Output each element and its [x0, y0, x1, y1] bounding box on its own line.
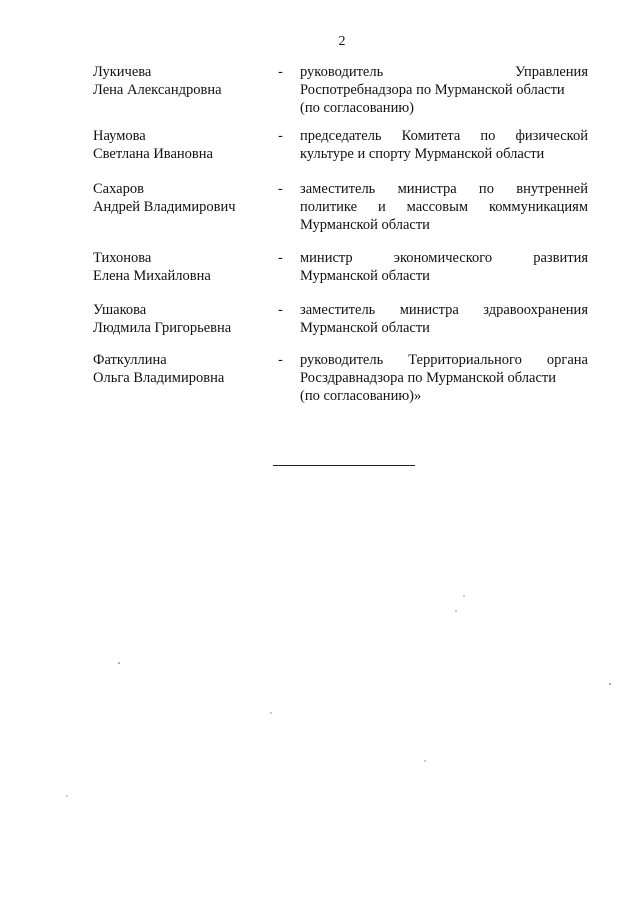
member-role-line: Росздравнадзора по Мурманской области	[300, 370, 557, 386]
member-entry	[93, 351, 588, 407]
member-role	[300, 63, 588, 117]
member-dash: -	[278, 250, 283, 266]
member-given-names: Лена Александровна	[93, 82, 222, 98]
closing-rule	[273, 465, 415, 466]
member-role	[300, 127, 588, 163]
scan-speck	[609, 683, 611, 685]
scan-speck	[66, 795, 68, 797]
member-surname: Сахаров	[93, 181, 144, 197]
member-entry	[93, 127, 588, 180]
member-role-line: руководитель Территориального органа	[300, 352, 588, 368]
member-role-line: Роспотребнадзора по Мурманской области	[300, 82, 565, 98]
page-number: 2	[338, 34, 346, 49]
member-dash: -	[278, 64, 283, 80]
scan-speck	[270, 712, 272, 714]
member-dash: -	[278, 128, 283, 144]
member-role-line: председатель Комитета по физической	[300, 128, 588, 144]
member-role-line: руководитель Управления	[300, 64, 588, 80]
member-name	[93, 351, 278, 387]
member-surname: Тихонова	[93, 250, 152, 266]
member-entry	[93, 180, 588, 249]
member-entry	[93, 63, 588, 127]
member-surname: Наумова	[93, 128, 146, 144]
member-surname: Фаткуллина	[93, 352, 167, 368]
member-role	[300, 249, 588, 285]
member-entry	[93, 301, 588, 351]
member-role-line: Мурманской области	[300, 268, 430, 284]
member-role-line: заместитель министра по внутренней	[300, 181, 588, 197]
scan-speck	[455, 610, 457, 612]
member-name	[93, 180, 278, 216]
member-given-names: Ольга Владимировна	[93, 370, 225, 386]
member-role-line: заместитель министра здравоохранения	[300, 302, 588, 318]
member-dash: -	[278, 302, 283, 318]
scan-speck	[463, 595, 465, 597]
member-dash: -	[278, 181, 283, 197]
member-surname: Ушакова	[93, 302, 147, 318]
member-name	[93, 249, 278, 285]
scan-speck	[118, 662, 120, 664]
member-role-line: Мурманской области	[300, 320, 430, 336]
member-given-names: Людмила Григорьевна	[93, 320, 232, 336]
member-role-line: Мурманской области	[300, 217, 430, 233]
member-role-line: (по согласованию)»	[300, 388, 422, 404]
member-role-line: министр экономического развития	[300, 250, 588, 266]
member-dash: -	[278, 352, 283, 368]
member-role	[300, 301, 588, 337]
member-role-line: культуре и спорту Мурманской области	[300, 146, 545, 162]
members-list	[93, 63, 588, 407]
scan-speck	[424, 760, 426, 762]
member-name	[93, 127, 278, 163]
member-name	[93, 63, 278, 99]
member-given-names: Андрей Владимирович	[93, 199, 236, 215]
member-role	[300, 180, 588, 234]
member-name	[93, 301, 278, 337]
member-role	[300, 351, 588, 405]
member-surname: Лукичева	[93, 64, 152, 80]
member-given-names: Светлана Ивановна	[93, 146, 213, 162]
member-given-names: Елена Михайловна	[93, 268, 211, 284]
member-role-line: (по согласованию)	[300, 100, 414, 116]
member-entry	[93, 249, 588, 301]
member-role-line: политике и массовым коммуникациям	[300, 199, 588, 215]
